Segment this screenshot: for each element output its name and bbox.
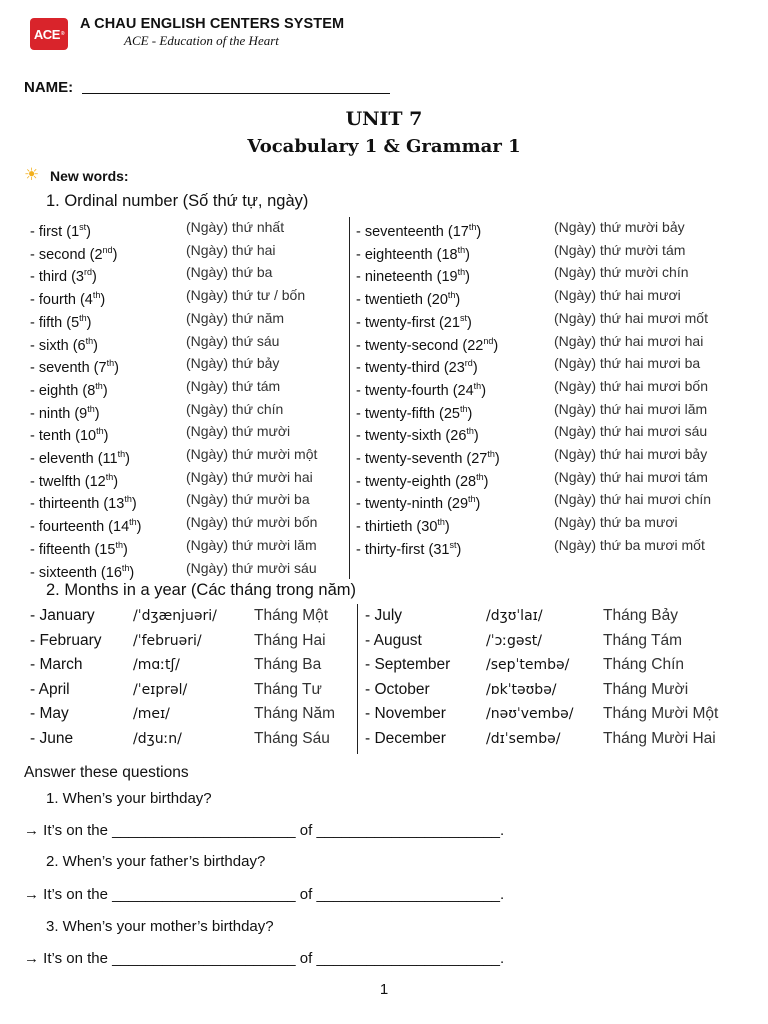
ordinal-vietnamese: (Ngày) thứ chín bbox=[186, 400, 284, 417]
month-vietnamese: Tháng Ba bbox=[254, 656, 322, 674]
ordinal-vietnamese: (Ngày) thứ hai bbox=[186, 241, 276, 258]
sun-icon: ☀ bbox=[24, 165, 40, 184]
ordinal-word-text: - twenty-sixth (26 bbox=[356, 428, 467, 445]
month-vietnamese: Tháng Tám bbox=[603, 631, 682, 649]
question-2: 2. When’s your father’s birthday? bbox=[46, 853, 266, 870]
answer-3[interactable]: → It’s on the ______________________ of ______________________. bbox=[24, 950, 505, 967]
month-ipa: /dɪˈsembə/ bbox=[486, 731, 561, 747]
month-ipa: /ˈeɪprəl/ bbox=[133, 681, 188, 698]
month-ipa: /ˈfebruəri/ bbox=[133, 632, 202, 649]
ordinal-word-text: - twenty-ninth (29 bbox=[356, 496, 469, 513]
month-name: - November bbox=[365, 705, 446, 723]
ordinal-word bbox=[356, 377, 486, 400]
ordinal-vietnamese: (Ngày) thứ ba bbox=[186, 264, 273, 281]
ordinal-close-paren: ) bbox=[455, 291, 461, 308]
name-answer-line[interactable] bbox=[82, 93, 390, 94]
ordinal-suffix: th bbox=[468, 222, 477, 232]
ordinal-vietnamese: (Ngày) thứ ba mươi mốt bbox=[554, 536, 705, 553]
ordinal-word-text: - sixth (6 bbox=[30, 337, 86, 354]
month-ipa: /ˈɔːgəst/ bbox=[486, 632, 542, 649]
ordinal-vietnamese: (Ngày) thứ ba mươi bbox=[554, 514, 678, 531]
ordinal-vietnamese: (Ngày) thứ nhất bbox=[186, 219, 285, 235]
ordinal-word bbox=[30, 490, 137, 513]
ordinal-suffix: nd bbox=[102, 244, 113, 255]
ordinal-word-text: - sixteenth (16 bbox=[30, 564, 122, 581]
ordinal-vietnamese: (Ngày) thứ hai mươi hai bbox=[554, 332, 704, 349]
ordinal-suffix: rd bbox=[464, 358, 473, 369]
month-name: - October bbox=[365, 680, 430, 698]
ordinal-suffix: th bbox=[96, 426, 104, 437]
month-vietnamese: Tháng Mười Hai bbox=[603, 730, 716, 747]
ordinal-word bbox=[356, 490, 480, 513]
ordinal-vietnamese: (Ngày) thứ mười bảy bbox=[554, 219, 685, 235]
ordinal-close-paren: ) bbox=[93, 337, 98, 354]
ordinal-suffix: th bbox=[476, 471, 484, 482]
ordinal-word-text: - first (1 bbox=[30, 223, 80, 240]
ordinal-word bbox=[356, 513, 450, 536]
ordinal-close-paren: ) bbox=[122, 541, 128, 558]
ordinal-vietnamese: (Ngày) thứ mười chín bbox=[554, 264, 689, 281]
ordinal-word bbox=[30, 468, 118, 491]
month-ipa: /nəʊˈvembə/ bbox=[486, 706, 574, 723]
month-ipa: /mɑːtʃ/ bbox=[133, 657, 180, 674]
ordinal-suffix: th bbox=[85, 335, 94, 346]
ordinal-suffix: nd bbox=[483, 335, 494, 346]
ordinal-vietnamese: (Ngày) thứ tám bbox=[186, 377, 281, 394]
ordinal-close-paren: ) bbox=[94, 405, 100, 422]
ordinal-vietnamese: (Ngày) thứ hai mươi sáu bbox=[554, 423, 708, 440]
ordinal-suffix: th bbox=[92, 290, 101, 301]
ordinal-word-text: - twenty-fifth (25 bbox=[356, 405, 460, 422]
ordinal-word bbox=[30, 377, 108, 400]
month-name: - June bbox=[30, 730, 74, 747]
month-vietnamese: Tháng Sáu bbox=[254, 730, 330, 747]
ordinal-word bbox=[356, 309, 472, 332]
month-vietnamese: Tháng Bảy bbox=[603, 607, 678, 624]
logo-registered-mark: ® bbox=[60, 31, 65, 37]
ordinal-word-text: - fifteenth (15 bbox=[30, 541, 116, 558]
org-name: A CHAU ENGLISH CENTERS SYSTEM bbox=[80, 16, 345, 32]
ordinal-word-text: - twelfth (12 bbox=[30, 473, 106, 490]
unit-subtitle: Vocabulary 1 & Grammar 1 bbox=[247, 136, 521, 157]
ordinal-suffix: th bbox=[124, 494, 132, 505]
month-ipa: /ɒkˈtəʊbə/ bbox=[486, 681, 557, 698]
ordinal-word bbox=[30, 536, 128, 559]
ordinal-word bbox=[30, 445, 130, 468]
ordinal-word-text: - twenty-second (22 bbox=[356, 337, 484, 354]
ordinal-word bbox=[356, 468, 488, 491]
ordinal-word-text: - fourth (4 bbox=[30, 291, 93, 308]
ordinal-word bbox=[356, 218, 481, 241]
ordinal-vietnamese: (Ngày) thứ hai mươi chín bbox=[554, 491, 712, 508]
ordinal-word-text: - fifth (5 bbox=[30, 314, 80, 331]
month-name: - December bbox=[365, 730, 446, 747]
ordinal-vietnamese: (Ngày) thứ hai mươi ba bbox=[554, 355, 701, 372]
ordinal-word-text: - seventeenth (17 bbox=[356, 223, 469, 240]
ordinal-word-text: - twenty-seventh (27 bbox=[356, 450, 488, 467]
ordinal-vietnamese: (Ngày) thứ năm bbox=[186, 309, 285, 326]
ace-logo bbox=[30, 18, 68, 50]
ordinal-vietnamese: (Ngày) thứ tư / bốn bbox=[186, 287, 306, 304]
ordinal-close-paren: ) bbox=[125, 450, 130, 467]
ordinal-word-text: - twentieth (20 bbox=[356, 291, 448, 308]
ordinal-close-paren: ) bbox=[100, 291, 106, 308]
ordinal-word bbox=[30, 309, 92, 332]
ordinal-word bbox=[30, 263, 97, 286]
ordinal-word-text: - seventh (7 bbox=[30, 360, 107, 377]
ordinal-close-paren: ) bbox=[129, 564, 135, 581]
ordinal-close-paren: ) bbox=[481, 382, 487, 399]
org-tagline: ACE - Education of the Heart bbox=[124, 33, 279, 48]
ordinal-word-text: - twenty-fourth (24 bbox=[356, 382, 474, 399]
answer-1[interactable]: → It’s on the ______________________ of ______________________. bbox=[24, 822, 505, 839]
ordinal-word-text: - third (3 bbox=[30, 269, 84, 286]
ordinal-suffix: st bbox=[459, 312, 467, 323]
ordinal-suffix: th bbox=[473, 380, 482, 391]
ordinal-close-paren: ) bbox=[466, 314, 472, 331]
month-ipa: /ˈdʒænjuəri/ bbox=[133, 608, 217, 624]
ordinal-close-paren: ) bbox=[476, 223, 482, 240]
ordinal-suffix: th bbox=[121, 562, 130, 573]
ordinal-vietnamese: (Ngày) thứ hai mươi mốt bbox=[554, 309, 708, 326]
ordinal-word-text: - thirteenth (13 bbox=[30, 496, 125, 513]
ordinal-close-paren: ) bbox=[494, 450, 500, 467]
ordinal-word-text: - twenty-eighth (28 bbox=[356, 473, 477, 490]
ordinal-close-paren: ) bbox=[465, 269, 470, 286]
month-vietnamese: Tháng Một bbox=[254, 607, 329, 624]
answer-2[interactable]: → It’s on the ______________________ of ______________________. bbox=[24, 886, 505, 903]
ordinal-word bbox=[30, 241, 117, 264]
ordinal-close-paren: ) bbox=[444, 518, 450, 535]
ordinal-suffix: th bbox=[115, 539, 123, 550]
ordinal-vietnamese: (Ngày) thứ hai mươi tám bbox=[554, 468, 708, 485]
ordinal-close-paren: ) bbox=[114, 360, 119, 377]
ordinal-close-paren: ) bbox=[86, 223, 91, 240]
month-ipa: /dʒuːn/ bbox=[133, 731, 182, 747]
ordinal-word bbox=[356, 286, 460, 309]
months-heading: 2. Months in a year (Các tháng trong năm) bbox=[46, 581, 356, 599]
month-name: - March bbox=[30, 656, 83, 674]
ordinal-vietnamese: (Ngày) thứ hai mươi bảy bbox=[554, 446, 708, 462]
ordinal-close-paren: ) bbox=[473, 428, 479, 445]
ordinal-suffix: th bbox=[87, 403, 95, 414]
ordinal-word bbox=[30, 332, 98, 355]
ordinal-word-text: - fourteenth (14 bbox=[30, 518, 130, 535]
name-label: NAME: bbox=[24, 79, 74, 96]
ordinal-word-text: - second (2 bbox=[30, 246, 103, 263]
ordinal-word bbox=[356, 354, 478, 377]
ordinal-close-paren: ) bbox=[131, 496, 137, 513]
ordinal-suffix: th bbox=[487, 449, 495, 459]
month-vietnamese: Tháng Tư bbox=[254, 680, 322, 698]
ordinal-word bbox=[30, 400, 100, 423]
ordinal-word-text: - ninth (9 bbox=[30, 405, 88, 422]
ordinal-word bbox=[30, 286, 105, 309]
ordinal-word-text: - eleventh (11 bbox=[30, 450, 118, 467]
month-vietnamese: Tháng Chín bbox=[603, 656, 684, 674]
ordinal-vietnamese: (Ngày) thứ mười sáu bbox=[186, 559, 317, 576]
month-vietnamese: Tháng Mười bbox=[603, 680, 689, 698]
ordinal-suffix: st bbox=[449, 539, 457, 550]
ordinal-suffix: th bbox=[457, 267, 466, 278]
month-name: - August bbox=[365, 631, 422, 649]
month-name: - February bbox=[30, 631, 102, 649]
new-words-label: New words: bbox=[50, 168, 129, 184]
ordinal-word-text: - twenty-first (21 bbox=[356, 314, 460, 331]
ordinal-word bbox=[356, 400, 472, 423]
ordinal-vietnamese: (Ngày) thứ hai mươi lăm bbox=[554, 400, 708, 417]
ordinal-vietnamese: (Ngày) thứ bảy bbox=[186, 355, 280, 372]
ordinal-close-paren: ) bbox=[103, 428, 109, 445]
ordinal-close-paren: ) bbox=[102, 382, 108, 399]
ordinal-close-paren: ) bbox=[465, 246, 470, 263]
ordinal-word-text: - twenty-third (23 bbox=[356, 360, 465, 377]
ordinal-word-text: - eighth (8 bbox=[30, 382, 96, 399]
ordinal-word-text: - thirty-first (31 bbox=[356, 541, 450, 558]
ordinal-vietnamese: (Ngày) thứ mười hai bbox=[186, 468, 313, 485]
ordinal-word bbox=[30, 513, 142, 536]
ordinal-suffix: th bbox=[466, 426, 474, 437]
ordinal-word bbox=[30, 354, 119, 377]
ordinal-suffix: th bbox=[457, 244, 466, 255]
ordinal-word bbox=[356, 536, 461, 559]
ordinal-word-text: - nineteenth (19 bbox=[356, 269, 458, 286]
month-ipa: /meɪ/ bbox=[133, 706, 170, 723]
ordinal-close-paren: ) bbox=[467, 405, 473, 422]
month-vietnamese: Tháng Hai bbox=[254, 631, 326, 649]
ordinal-suffix: th bbox=[105, 471, 114, 482]
month-ipa: /sepˈtembə/ bbox=[486, 657, 570, 674]
ordinal-close-paren: ) bbox=[92, 269, 97, 286]
ordinal-word bbox=[356, 241, 470, 264]
ordinal-close-paren: ) bbox=[493, 337, 499, 354]
page-number: 1 bbox=[379, 981, 389, 998]
ordinal-suffix: th bbox=[106, 358, 115, 369]
unit-title: UNIT 7 bbox=[345, 108, 423, 130]
ordinal-word-text: - tenth (10 bbox=[30, 428, 97, 445]
months-column-divider bbox=[357, 604, 358, 754]
ordinal-suffix: th bbox=[437, 517, 445, 528]
ordinal-word-text: - eighteenth (18 bbox=[356, 246, 458, 263]
ordinal-vietnamese: (Ngày) thứ mười lăm bbox=[186, 536, 317, 553]
ordinal-suffix: th bbox=[129, 517, 137, 528]
ordinal-suffix: th bbox=[459, 403, 468, 414]
ordinal-heading: 1. Ordinal number (Số thứ tự, ngày) bbox=[46, 192, 309, 210]
month-vietnamese: Tháng Mười Một bbox=[603, 705, 719, 723]
month-name: - September bbox=[365, 656, 451, 674]
ordinal-close-paren: ) bbox=[475, 496, 481, 513]
month-name: - July bbox=[365, 607, 403, 624]
ordinal-close-paren: ) bbox=[456, 541, 462, 558]
month-name: - May bbox=[30, 705, 69, 723]
ordinal-close-paren: ) bbox=[86, 314, 92, 331]
month-name: - April bbox=[30, 680, 70, 698]
ordinal-suffix: th bbox=[447, 290, 456, 301]
ordinal-close-paren: ) bbox=[483, 473, 489, 490]
logo-text: ACE bbox=[33, 26, 60, 42]
ordinal-suffix: th bbox=[79, 312, 87, 323]
question-3: 3. When’s your mother’s birthday? bbox=[46, 918, 274, 935]
ordinal-suffix: th bbox=[95, 380, 103, 391]
questions-heading: Answer these questions bbox=[24, 764, 189, 781]
ordinal-suffix: st bbox=[79, 222, 87, 232]
ordinal-vietnamese: (Ngày) thứ sáu bbox=[186, 332, 280, 349]
ordinal-vietnamese: (Ngày) thứ mười bbox=[186, 423, 291, 440]
month-ipa: /dʒʊˈlaɪ/ bbox=[486, 608, 543, 624]
ordinal-close-paren: ) bbox=[136, 518, 142, 535]
month-vietnamese: Tháng Năm bbox=[254, 705, 335, 723]
ordinal-column-divider bbox=[349, 217, 350, 579]
ordinal-suffix: rd bbox=[84, 267, 93, 278]
question-1: 1. When’s your birthday? bbox=[46, 790, 212, 807]
ordinal-word bbox=[356, 422, 479, 445]
ordinal-vietnamese: (Ngày) thứ mười tám bbox=[554, 241, 686, 258]
ordinal-close-paren: ) bbox=[472, 360, 478, 377]
ordinal-close-paren: ) bbox=[112, 246, 118, 263]
ordinal-suffix: th bbox=[117, 449, 126, 459]
ordinal-word bbox=[356, 332, 498, 355]
month-name: - January bbox=[30, 607, 95, 624]
ordinal-vietnamese: (Ngày) thứ mười một bbox=[186, 446, 318, 462]
ordinal-word bbox=[356, 263, 470, 286]
ordinal-suffix: th bbox=[468, 494, 476, 505]
ordinal-word bbox=[356, 445, 500, 468]
ordinal-word bbox=[30, 559, 134, 582]
ordinal-close-paren: ) bbox=[113, 473, 119, 490]
ordinal-vietnamese: (Ngày) thứ mười ba bbox=[186, 491, 310, 508]
ordinal-word bbox=[30, 218, 91, 241]
ordinal-vietnamese: (Ngày) thứ mười bốn bbox=[186, 514, 318, 531]
ordinal-vietnamese: (Ngày) thứ hai mươi bốn bbox=[554, 377, 708, 394]
ordinal-vietnamese: (Ngày) thứ hai mươi bbox=[554, 287, 681, 304]
ordinal-word bbox=[30, 422, 108, 445]
ordinal-word-text: - thirtieth (30 bbox=[356, 518, 438, 535]
